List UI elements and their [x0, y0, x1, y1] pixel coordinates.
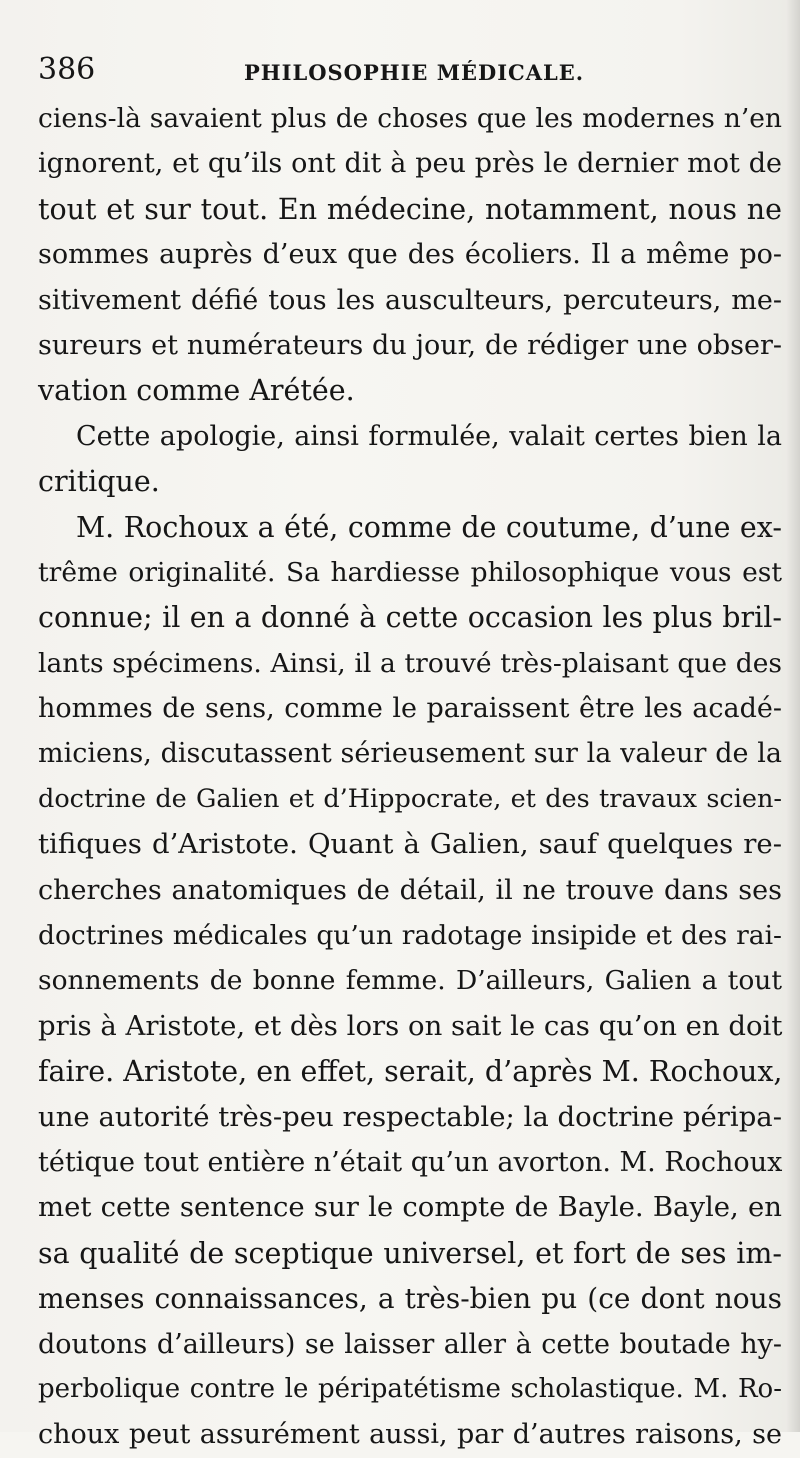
text-line: hommes de sens, comme le paraissent être les acadé- — [38, 693, 782, 725]
paragraph-first-line: Cette apologie, ainsi formulée, valait certes bien la — [76, 420, 782, 452]
text-line: doctrines médicales qu’un radotage insipide et des rai- — [38, 920, 782, 952]
text-line: sitivement défié tous les ausculteurs, percuteurs, me- — [38, 284, 782, 316]
text-line: connue; il en a donné à cette occasion les plus bril- — [38, 601, 782, 635]
body-text — [38, 96, 782, 1458]
text-line: doutons d’ailleurs) se laisser aller à cette boutade hy- — [38, 1328, 782, 1360]
text-line: faire. Aristote, en effet, serait, d’après M. Rochoux, — [38, 1055, 783, 1089]
text-line: cherches anatomiques de détail, il ne trouve dans ses — [38, 874, 782, 906]
text-line: sommes auprès d’eux que des écoliers. Il a même po- — [38, 239, 782, 271]
text-line: tétique tout entière n’était qu’un avorton. M. Rochoux — [38, 1146, 783, 1178]
text-line: sa qualité de sceptique universel, et fort de ses im- — [38, 1236, 782, 1270]
page-header — [38, 50, 778, 90]
text-line: sonnements de bonne femme. D’ailleurs, Galien a tout — [38, 965, 782, 997]
text-line: menses connaissances, a très-bien pu (ce dont nous — [38, 1282, 782, 1316]
page-number: 386 — [38, 52, 96, 87]
text-line: doctrine de Galien et d’Hippocrate, et des travaux scien- — [38, 783, 782, 814]
text-line: trême originalité. Sa hardiesse philosophique vous est — [38, 556, 782, 588]
paragraph-first-line: M. Rochoux a été, comme de coutume, d’une ex- — [76, 510, 782, 544]
text-line: ciens-là savaient plus de choses que les modernes n’en — [38, 103, 782, 134]
page-edge-shadow — [786, 0, 800, 1432]
text-line: tout et sur tout. En médecine, notamment, nous ne — [38, 192, 782, 226]
text-line: met cette sentence sur le compte de Bayle. Bayle, en — [38, 1191, 782, 1224]
text-line: lants spécimens. Ainsi, il a trouvé très-plaisant que des — [38, 647, 782, 679]
text-line: vation comme Arétée. — [38, 374, 355, 408]
text-line: perbolique contre le péripatétisme scholastique. M. Ro- — [38, 1373, 782, 1404]
text-line: miciens, discutassent sérieusement sur la valeur de la — [38, 738, 782, 770]
text-line: choux peut assurément aussi, par d’autres raisons, se — [38, 1419, 782, 1451]
text-line: critique. — [38, 465, 160, 499]
text-line: ignorent, et qu’ils ont dit à peu près le dernier mot de — [38, 148, 782, 180]
text-line: une autorité très-peu respectable; la doctrine péripa- — [38, 1100, 782, 1133]
text-line: sureurs et numérateurs du jour, de rédiger une obser- — [38, 329, 782, 361]
text-line: tifiques d’Aristote. Quant à Galien, sauf quelques re- — [38, 828, 782, 861]
running-title: PHILOSOPHIE MÉDICALE. — [244, 60, 585, 85]
text-line: pris à Aristote, et dès lors on sait le cas qu’on en doit — [38, 1009, 783, 1042]
